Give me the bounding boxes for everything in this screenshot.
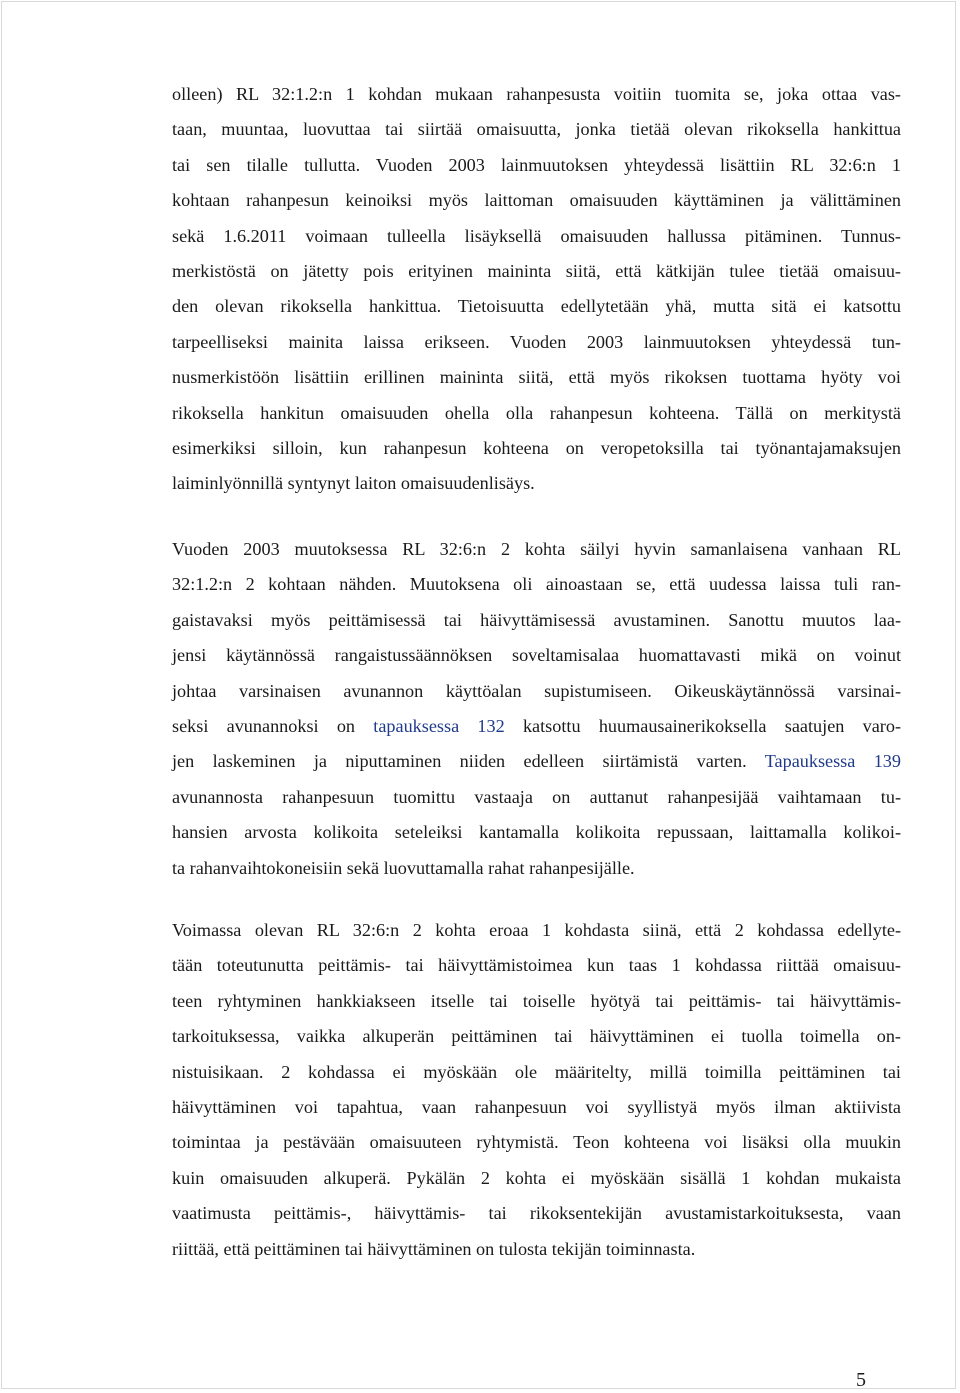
text-segment: nistuisikaan. 2 kohdassa ei myöskään ole määritelty, millä toimilla peittäminen tai xyxy=(172,1061,901,1082)
text-segment: avunannosta rahanpesuun tuomittu vastaaja on auttanut rahanpesijää vaihtamaan tu- xyxy=(172,786,901,807)
text-line xyxy=(172,366,901,388)
text-line xyxy=(172,786,901,808)
text-segment: sekä 1.6.2011 voimaan tulleella lisäyksellä omaisuuden hallussa pitäminen. Tunnus- xyxy=(172,225,901,246)
text-segment: ta rahanvaihtokoneisiin sekä luovuttamalla rahat rahanpesijälle. xyxy=(172,857,635,878)
text-line xyxy=(172,1238,901,1260)
text-line xyxy=(172,1131,901,1153)
text-segment: 32:1.2:n 2 kohtaan nähden. Muutoksena oli ainoastaan se, että uudessa laissa tuli ran- xyxy=(172,574,901,595)
text-line xyxy=(172,331,901,353)
text-line xyxy=(172,189,901,211)
text-segment: esimerkiksi silloin, kun rahanpesun kohteena on veropetoksilla tai työnantajamaksujen xyxy=(172,438,901,458)
text-line xyxy=(172,609,901,631)
text-segment: gaistavaksi myös peittämisessä tai häivyttämisessä avustaminen. Sanottu muutos laa- xyxy=(172,609,901,630)
text-segment: Vuoden 2003 muutoksessa RL 32:6:n 2 kohta säilyi hyvin samanlaisena vanhaan RL xyxy=(172,539,901,559)
text-line xyxy=(172,1061,901,1083)
text-segment: häivyttäminen voi tapahtua, vaan rahanpesuun voi syyllistyä myös ilman aktiivista xyxy=(172,1097,901,1117)
case-link[interactable]: Tapauksessa 139 xyxy=(764,751,901,772)
text-line xyxy=(172,402,901,424)
text-line xyxy=(172,857,901,879)
text-segment: kuin omaisuuden alkuperä. Pykälän 2 kohta ei myöskään sisällä 1 kohdan mukaista xyxy=(172,1167,901,1188)
text-line xyxy=(172,990,901,1012)
text-line xyxy=(172,644,901,666)
text-line xyxy=(172,919,901,941)
text-segment: Voimassa olevan RL 32:6:n 2 kohta eroaa 1 kohdasta siinä, että 2 kohdassa edellyte- xyxy=(172,920,901,940)
text-line xyxy=(172,954,901,976)
text-segment: riittää, että peittäminen tai häivyttäminen on tulosta tekijän toiminnasta. xyxy=(172,1238,696,1259)
text-segment: johtaa varsinaisen avunannon käyttöalan supistumiseen. Oikeuskäytännössä varsinai- xyxy=(172,680,901,701)
text-segment: tai sen tilalle tullutta. Vuoden 2003 lainmuutoksen yhteydessä lisättiin RL 32:6:n 1 xyxy=(172,154,901,175)
text-segment: hansien arvosta kolikoita seteleiksi kantamalla kolikoita repussaan, laittamalla kolikoi- xyxy=(172,822,901,843)
text-segment: olleen) RL 32:1.2:n 1 kohdan mukaan rahanpesusta voitiin tuomita se, joka ottaa vas- xyxy=(172,84,901,104)
text-line xyxy=(172,1167,901,1189)
text-segment: katsottu huumausainerikoksella saatujen varo- xyxy=(504,716,901,736)
text-segment: teen ryhtyminen hankkiakseen itselle tai toiselle hyötyä tai peittämis- tai häivyttämis- xyxy=(172,990,901,1011)
text-line xyxy=(172,118,901,140)
text-segment: jensi käytännössä rangaistussäännöksen soveltamisalaa huomattavasti mikä on voinut xyxy=(172,645,901,666)
text-line xyxy=(172,437,901,459)
text-segment: laiminlyönnillä syntynyt laiton omaisuudenlisäys. xyxy=(172,473,535,494)
text-segment: seksi avunannoksi on xyxy=(172,716,374,736)
text-segment: den olevan rikoksella hankittua. Tietoisuutta edellytetään yhä, mutta sitä ei katsottu xyxy=(172,296,901,317)
case-link[interactable]: tapauksessa 132 xyxy=(373,716,505,736)
text-line xyxy=(172,821,901,843)
text-segment: vaatimusta peittämis-, häivyttämis- tai rikoksentekijän avustamistarkoituksesta, vaan xyxy=(172,1203,901,1224)
text-line xyxy=(172,295,901,317)
text-line xyxy=(172,260,901,282)
text-segment: kohtaan rahanpesun keinoiksi myös laittoman omaisuuden käyttäminen ja välittäminen xyxy=(172,190,901,211)
text-line xyxy=(172,83,901,105)
text-segment: toimintaa ja pestävään omaisuuteen ryhtymistä. Teon kohteena voi lisäksi olla muukin xyxy=(172,1132,901,1153)
text-line xyxy=(172,154,901,176)
text-segment: nusmerkistöön lisättiin erillinen maininta siitä, että myös rikoksen tuottama hyöty voi xyxy=(172,367,901,388)
text-segment: rikoksella hankitun omaisuuden ohella olla rahanpesun kohteena. Tällä on merkitystä xyxy=(172,402,901,423)
text-segment: tään toteutunutta peittämis- tai häivyttämistoimea kun taas 1 kohdassa riittää omaisuu- xyxy=(172,955,901,976)
text-line xyxy=(172,750,901,772)
text-segment: taan, muuntaa, luovuttaa tai siirtää omaisuutta, jonka tietää olevan rikoksella hankittua xyxy=(172,119,901,140)
text-segment: jen laskeminen ja niputtaminen niiden edelleen siirtämistä varten. xyxy=(172,751,765,772)
text-segment: merkistöstä on jätetty pois erityinen maininta siitä, että kätkijän tulee tietää omaisuu- xyxy=(172,261,901,281)
page-number: 5 xyxy=(856,1369,866,1391)
text-line xyxy=(172,1025,901,1047)
text-line xyxy=(172,1202,901,1224)
text-segment: tarpeelliseksi mainita laissa erikseen. Vuoden 2003 lainmuutoksen yhteydessä tun- xyxy=(172,331,901,352)
text-line xyxy=(172,573,901,595)
text-segment: tarkoituksessa, vaikka alkuperän peittäminen tai häivyttäminen ei tuolla toimella on- xyxy=(172,1026,901,1047)
text-line xyxy=(172,472,901,494)
text-line xyxy=(172,225,901,247)
text-line xyxy=(172,715,901,737)
text-line xyxy=(172,538,901,560)
text-line xyxy=(172,680,901,702)
text-line xyxy=(172,1096,901,1118)
